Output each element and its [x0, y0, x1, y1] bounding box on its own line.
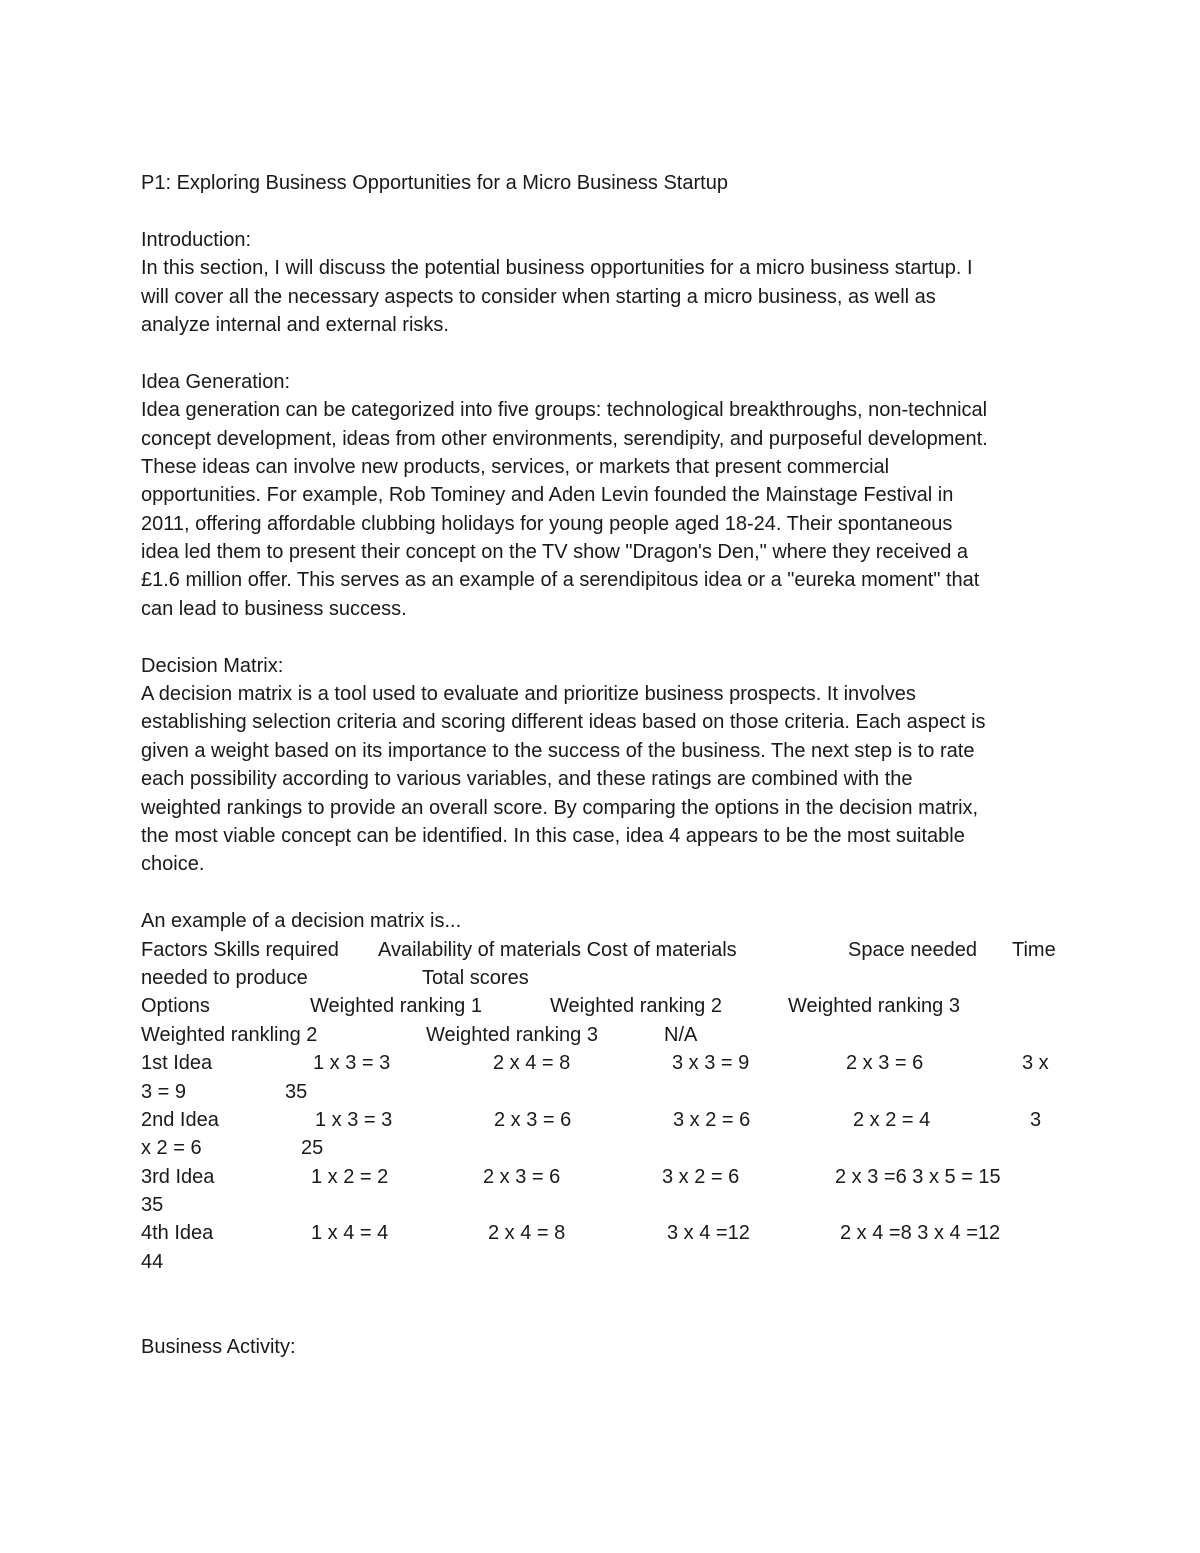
- idea-generation-line: Idea generation can be categorized into five groups: technological breakthroughs, non-technical: [141, 399, 988, 422]
- matrix-cell: Total scores: [422, 966, 529, 989]
- matrix-options-row-cont: [141, 1021, 1071, 1049]
- matrix-cell: 35: [141, 1194, 164, 1217]
- idea-generation-line: 2011, offering affordable clubbing holidays for young people aged 18-24. Their spontaneous: [141, 512, 953, 535]
- spacer: [141, 623, 1071, 651]
- matrix-idea-row: [141, 1106, 1071, 1134]
- matrix-cell: 3 x: [1022, 1052, 1049, 1075]
- introduction-line: will cover all the necessary aspects to consider when starting a micro business, as well as: [141, 285, 936, 308]
- business-activity-heading: Business Activity:: [141, 1336, 296, 1359]
- matrix-cell: 1 x 2 = 2: [311, 1165, 389, 1188]
- matrix-idea-row: [141, 1219, 1071, 1247]
- matrix-intro: An example of a decision matrix is...: [141, 910, 462, 933]
- decision-matrix-line: establishing selection criteria and scoring different ideas based on those criteria. Each aspect is: [141, 711, 986, 734]
- matrix-factors-row-cont: [141, 964, 1071, 992]
- spacer: [141, 1276, 1071, 1304]
- idea-generation-line: opportunities. For example, Rob Tominey and Aden Levin founded the Mainstage Festival in: [141, 484, 954, 507]
- spacer: [141, 879, 1071, 907]
- matrix-cell: Weighted ranking 1: [310, 995, 482, 1018]
- matrix-cell: 2 x 4 = 8: [493, 1052, 571, 1075]
- document-title: P1: Exploring Business Opportunities for a Micro Business Startup: [141, 172, 728, 194]
- decision-matrix-line: given a weight based on its importance to the success of the business. The next step is to rate: [141, 739, 975, 762]
- matrix-cell: 35: [285, 1080, 308, 1103]
- matrix-cell: 1 x 4 = 4: [311, 1222, 389, 1245]
- matrix-cell: 25: [301, 1137, 324, 1160]
- matrix-cell: 2 x 4 =8 3 x 4 =12: [840, 1222, 1001, 1245]
- matrix-cell: 2 x 3 =6 3 x 5 = 15: [835, 1165, 1001, 1188]
- matrix-cell: 3 x 4 =12: [667, 1222, 750, 1245]
- idea-generation-line: concept development, ideas from other environments, serendipity, and purposeful development.: [141, 427, 988, 450]
- matrix-idea-row-cont: [141, 1134, 1071, 1162]
- matrix-cell: 2 x 2 = 4: [853, 1108, 931, 1131]
- matrix-idea-row-cont: [141, 1078, 1071, 1106]
- decision-matrix-heading: Decision Matrix:: [141, 654, 284, 677]
- matrix-cell: 3: [1030, 1108, 1042, 1131]
- introduction-line: In this section, I will discuss the potential business opportunities for a micro business startup. I: [141, 257, 973, 280]
- matrix-cell: Availability of materials Cost of materials: [378, 938, 737, 961]
- idea-generation-line: These ideas can involve new products, services, or markets that present commercial: [141, 455, 890, 478]
- matrix-cell: 3 x 2 = 6: [662, 1165, 740, 1188]
- matrix-cell: Weighted ranking 3: [788, 995, 960, 1018]
- introduction-heading: Introduction:: [141, 228, 252, 251]
- introduction-line: analyze internal and external risks.: [141, 313, 449, 336]
- spacer: [141, 197, 1071, 225]
- matrix-cell: Weighted ranking 2: [550, 995, 722, 1018]
- decision-matrix-line: choice.: [141, 853, 205, 876]
- matrix-cell: Options: [141, 995, 210, 1018]
- decision-matrix-line: each possibility according to various variables, and these ratings are combined with the: [141, 768, 913, 791]
- matrix-cell: 2 x 4 = 8: [488, 1222, 566, 1245]
- matrix-cell: N/A: [664, 1023, 698, 1046]
- matrix-cell: 1 x 3 = 3: [313, 1052, 391, 1075]
- matrix-options-row: [141, 992, 1071, 1020]
- document-page: [141, 169, 1071, 1361]
- decision-matrix-line: A decision matrix is a tool used to evaluate and prioritize business prospects. It involves: [141, 683, 916, 706]
- spacer: [141, 1305, 1071, 1333]
- matrix-cell: 2 x 3 = 6: [494, 1108, 572, 1131]
- matrix-cell: 3 = 9: [141, 1080, 187, 1103]
- matrix-cell: needed to produce: [141, 966, 308, 989]
- idea-generation-line: can lead to business success.: [141, 597, 407, 620]
- matrix-cell: Space needed: [848, 938, 978, 961]
- matrix-cell: 2 x 3 = 6: [483, 1165, 561, 1188]
- decision-matrix-line: the most viable concept can be identified. In this case, idea 4 appears to be the most suitable: [141, 824, 965, 847]
- matrix-factors-row: [141, 936, 1071, 964]
- matrix-cell: Time: [1012, 938, 1056, 961]
- matrix-cell: 3 x 2 = 6: [673, 1108, 751, 1131]
- matrix-cell: 3rd Idea: [141, 1165, 215, 1188]
- matrix-cell: 2 x 3 = 6: [846, 1052, 924, 1075]
- matrix-cell: Factors Skills required: [141, 938, 339, 961]
- decision-matrix-line: weighted rankings to provide an overall score. By comparing the options in the decision matrix,: [141, 796, 979, 819]
- matrix-cell: 3 x 3 = 9: [672, 1052, 750, 1075]
- matrix-cell: x 2 = 6: [141, 1137, 202, 1160]
- matrix-cell: 2nd Idea: [141, 1108, 219, 1131]
- idea-generation-line: idea led them to present their concept on the TV show "Dragon's Den," where they received a: [141, 541, 969, 564]
- idea-generation-line: £1.6 million offer. This serves as an example of a serendipitous idea or a "eureka moment" that: [141, 569, 980, 592]
- matrix-idea-row: [141, 1163, 1071, 1191]
- matrix-cell: 44: [141, 1250, 164, 1273]
- matrix-cell: 1 x 3 = 3: [315, 1108, 393, 1131]
- matrix-idea-row: [141, 1049, 1071, 1077]
- matrix-cell: 4th Idea: [141, 1222, 214, 1245]
- matrix-cell: Weighted rankling 2: [141, 1023, 318, 1046]
- matrix-cell: 1st Idea: [141, 1052, 213, 1075]
- matrix-idea-row-cont: [141, 1191, 1071, 1219]
- idea-generation-heading: Idea Generation:: [141, 370, 290, 393]
- spacer: [141, 339, 1071, 367]
- matrix-cell: Weighted ranking 3: [426, 1023, 598, 1046]
- matrix-idea-row-cont: [141, 1248, 1071, 1276]
